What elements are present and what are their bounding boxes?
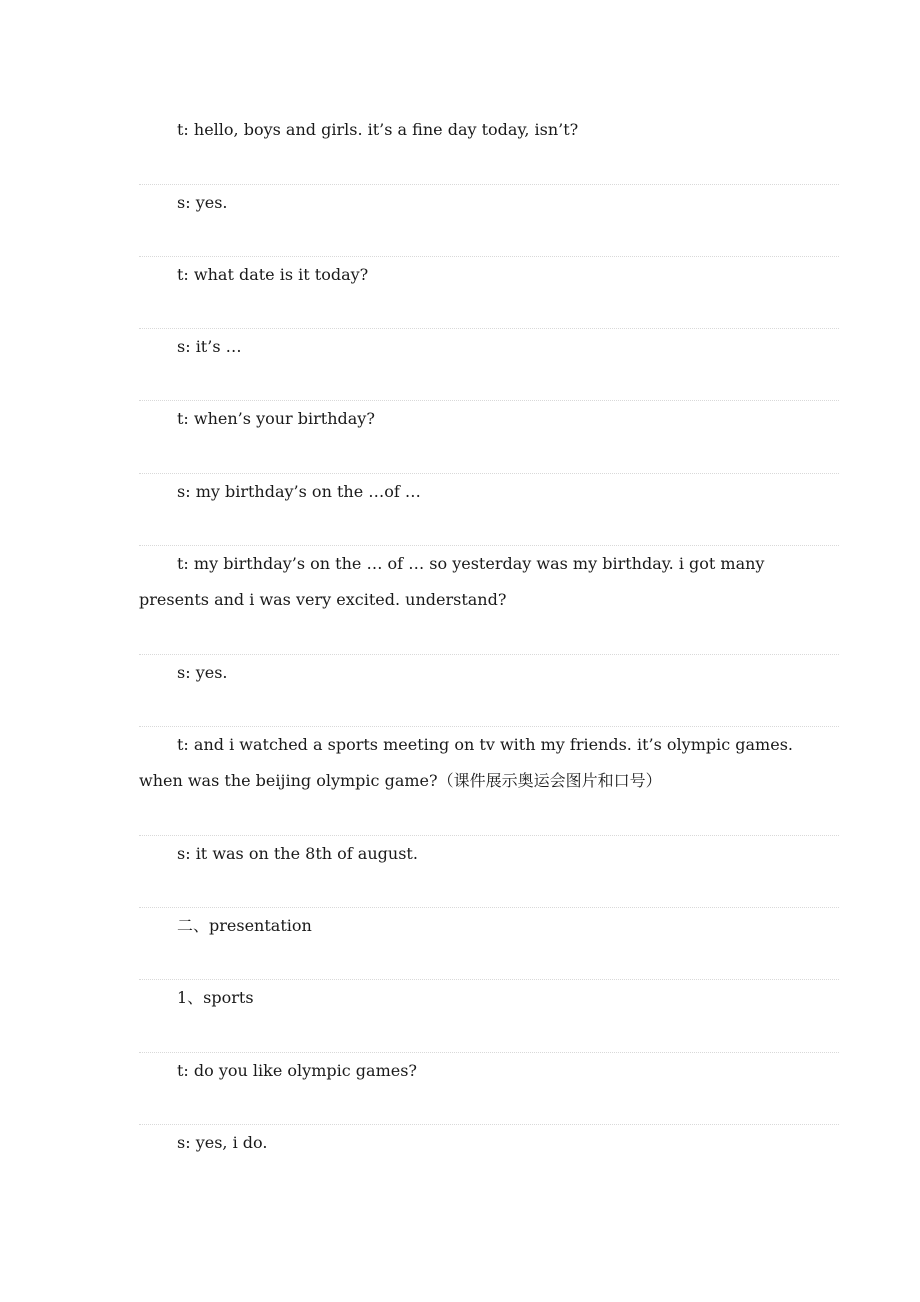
paragraph-reply-yes [139, 184, 839, 221]
section-heading-text: 二、presentation [177, 916, 312, 935]
paragraph-date-reply [139, 328, 839, 365]
paragraph-text: t: what date is it today? [177, 265, 369, 284]
paragraph-text: s: yes. [177, 193, 228, 212]
paragraph-date-question [139, 256, 839, 293]
paragraph-reply-yes-2 [139, 654, 839, 691]
paragraph-text: s: yes, i do. [177, 1133, 268, 1152]
paragraph-birthday-question [139, 400, 839, 437]
paragraph-olympic-reply [139, 835, 839, 872]
paragraph-text: t: hello, boys and girls. it’s a fine day today, isn’t? [177, 120, 579, 139]
paragraph-text: t: when’s your birthday? [177, 409, 375, 428]
paragraph-text: t: and i watched a sports meeting on tv with my friends. it’s olympic games. when was the beijing olympic game?（课件展示奥运会图片和口号） [139, 735, 799, 790]
paragraph-greeting [139, 112, 839, 148]
paragraph-text: s: my birthday’s on the …of … [177, 482, 421, 501]
paragraph-reply-yes-i-do [139, 1124, 839, 1161]
paragraph-text: t: do you like olympic games? [177, 1061, 417, 1080]
paragraph-text: t: my birthday’s on the … of … so yesterday was my birthday. i got many presents and i was very excited. understand? [139, 554, 770, 609]
subsection-heading-sports [139, 979, 839, 1016]
subsection-heading-text: 1、sports [177, 988, 254, 1007]
paragraph-like-olympics [139, 1052, 839, 1089]
section-heading-presentation [139, 907, 839, 944]
paragraph-birthday-reply [139, 473, 839, 510]
paragraph-olympic-question [139, 726, 839, 799]
paragraph-teacher-birthday [139, 545, 839, 618]
paragraph-text: s: yes. [177, 663, 228, 682]
paragraph-text: s: it was on the 8th of august. [177, 844, 418, 863]
paragraph-text: s: it’s … [177, 337, 242, 356]
